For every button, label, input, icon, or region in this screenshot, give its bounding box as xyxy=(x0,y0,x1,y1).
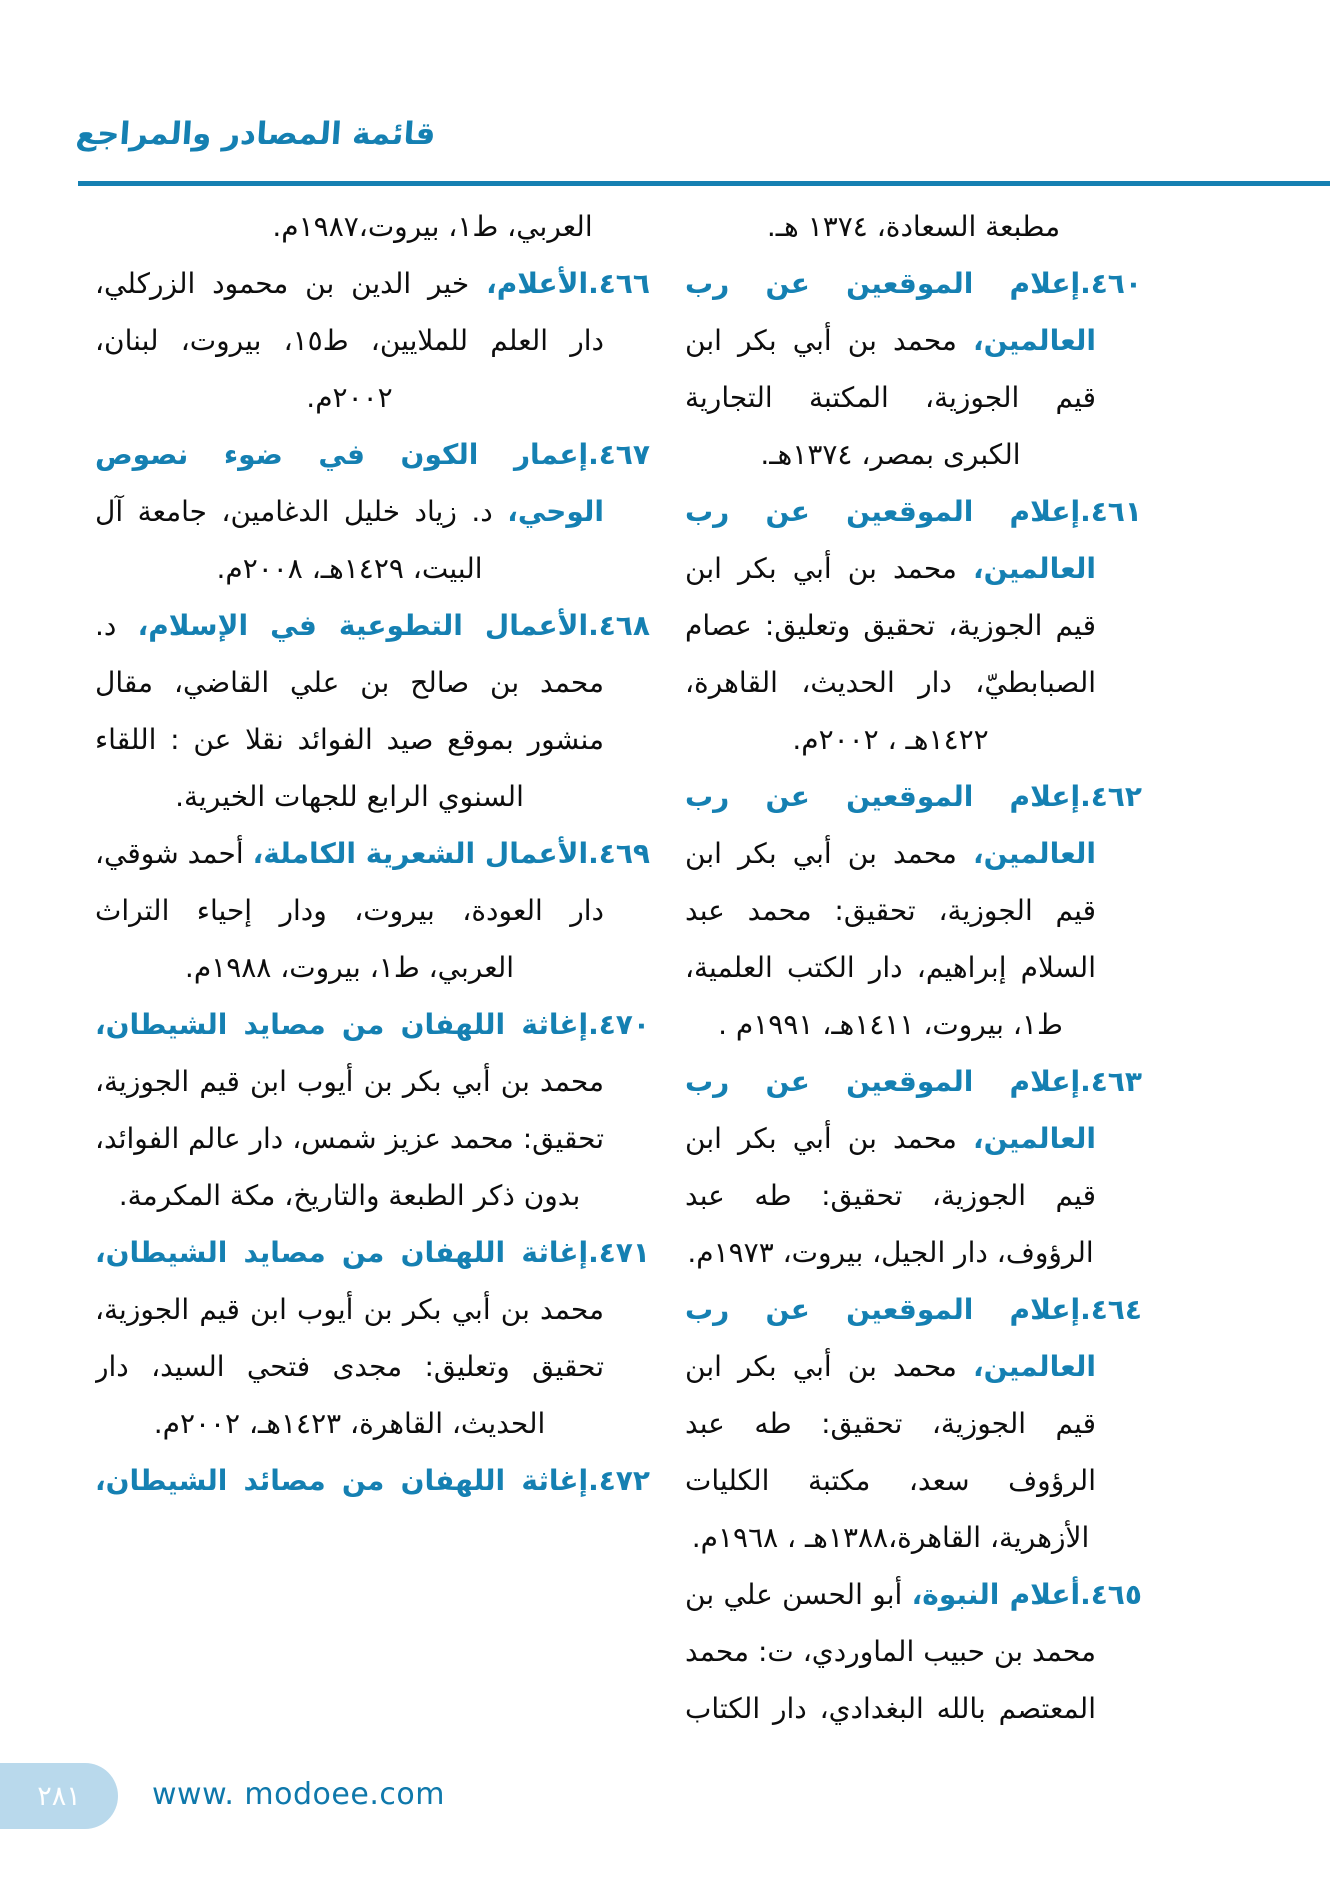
entry-body: أبو الحسن علي بن محمد بن حبيب الماوردي، ت: محمد المعتصم بالله البغدادي، دار الكتاب xyxy=(685,1578,1096,1725)
entry-number: ٤٦٥. xyxy=(1080,1578,1142,1611)
entry-title: إغاثة اللهفان من مصائد الشيطان، xyxy=(95,1464,589,1497)
entry-number: ٤٦٦. xyxy=(588,267,650,300)
entry-body: محمد بن أبي بكر ابن قيم الجوزية، تحقيق: طه عبد الرؤوف، دار الجيل، بيروت، ١٩٧٣م. xyxy=(685,1122,1096,1269)
entry-number: ٤٧٠. xyxy=(588,1008,650,1041)
entry-body: أحمد شوقي، دار العودة، بيروت، ودار إحياء التراث العربي، ط١، بيروت، ١٩٨٨م. xyxy=(95,837,604,984)
bib-entry-465 xyxy=(685,1566,1142,1737)
entry-body: محمد بن أبي بكر ابن قيم الجوزية، المكتبة التجارية الكبرى بمصر، ١٣٧٤هـ. xyxy=(685,324,1096,471)
entry-body: د. زياد خليل الدغامين، جامعة آل البيت، ١٤٢٩هـ، ٢٠٠٨م. xyxy=(95,495,493,585)
entry-title: الأعمال الشعرية الكاملة، xyxy=(252,837,589,870)
page-number-badge xyxy=(0,1763,118,1829)
entry-title: إغاثة اللهفان من مصايد الشيطان، xyxy=(95,1008,589,1041)
bib-entry-471 xyxy=(95,1224,650,1452)
right-column xyxy=(685,198,1142,1768)
entry-title: إعلام الموقعين عن رب العالمين، xyxy=(685,267,1096,357)
entry-body: محمد بن أبي بكر ابن قيم الجوزية، تحقيق وتعليق: عصام الصبابطيّ، دار الحديث، القاهرة، ١٤٢٢هـ ، ٢٠٠٢م. xyxy=(685,552,1096,756)
entry-number: ٤٦٩. xyxy=(588,837,650,870)
bib-entry-469 xyxy=(95,825,650,996)
bib-entry-463 xyxy=(685,1053,1142,1281)
entry-body: محمد بن أبي بكر ابن قيم الجوزية، تحقيق: محمد عبد السلام إبراهيم، دار الكتب العلمية، ط١، بيروت، ١٤١١هـ، ١٩٩١م . xyxy=(685,837,1096,1041)
header-rule-divider xyxy=(78,181,1330,186)
entry-number: ٤٦١. xyxy=(1080,495,1142,528)
page-number: ٢٨١ xyxy=(37,1780,81,1812)
entry-body: محمد بن أبي بكر بن أيوب ابن قيم الجوزية، تحقيق وتعليق: مجدى فتحي السيد، دار الحديث، القاهرة، ١٤٢٣هـ، ٢٠٠٢م. xyxy=(95,1293,604,1440)
entry-title: إعلام الموقعين عن رب العالمين، xyxy=(685,780,1096,870)
entry-body: محمد بن أبي بكر بن أيوب ابن قيم الجوزية، تحقيق: محمد عزيز شمس، دار عالم الفوائد، بدون ذكر الطبعة والتاريخ، مكة المكرمة. xyxy=(95,1065,604,1212)
bib-entry-462 xyxy=(685,768,1142,1053)
entry-number: ٤٦٣. xyxy=(1080,1065,1142,1098)
bib-entry-466 xyxy=(95,255,650,426)
entry-title: أعلام النبوة، xyxy=(911,1578,1081,1611)
left-column xyxy=(95,198,650,1768)
entry-title: إعلام الموقعين عن رب العالمين، xyxy=(685,1065,1096,1155)
bib-entry-460 xyxy=(685,255,1142,483)
bib-entry-468 xyxy=(95,597,650,825)
bib-entry-472 xyxy=(95,1452,650,1509)
entry-body: د. محمد بن صالح بن علي القاضي، مقال منشور بموقع صيد الفوائد نقلا عن : اللقاء السنوي الرابع للجهات الخيرية. xyxy=(95,609,604,813)
entry-title: إغاثة اللهفان من مصايد الشيطان، xyxy=(95,1236,589,1269)
entry-body: محمد بن أبي بكر ابن قيم الجوزية، تحقيق: طه عبد الرؤوف سعد، مكتبة الكليات الأزهرية، القاهرة،١٣٨٨هـ ، ١٩٦٨م. xyxy=(685,1350,1096,1554)
entry-body: خير الدين بن محمود الزركلي، دار العلم للملايين، ط١٥، بيروت، لبنان، ٢٠٠٢م. xyxy=(95,267,604,414)
entry-title: الأعمال التطوعية في الإسلام، xyxy=(137,609,589,642)
entry-number: ٤٧١. xyxy=(588,1236,650,1269)
entry-continuation-line: العربي، ط١، بيروت،١٩٨٧م. xyxy=(272,210,593,243)
entry-continuation-line: مطبعة السعادة، ١٣٧٤ هـ. xyxy=(766,210,1061,243)
bib-entry-464 xyxy=(685,1281,1142,1566)
page-header-title: قائمة المصادر والمراجع xyxy=(74,116,437,152)
entry-title: الأعلام، xyxy=(486,267,589,300)
entry-number: ٤٦٢. xyxy=(1080,780,1142,813)
bib-entry-467 xyxy=(95,426,650,597)
entry-number: ٤٦٨. xyxy=(588,609,650,642)
entry-number: ٤٧٢. xyxy=(588,1464,650,1497)
entry-title: إعمار الكون في ضوء نصوص الوحي، xyxy=(95,438,604,528)
entry-number: ٤٦٧. xyxy=(588,438,650,471)
website-watermark: www. modoee.com xyxy=(152,1777,445,1812)
entry-title: إعلام الموقعين عن رب العالمين، xyxy=(685,495,1096,585)
entry-title: إعلام الموقعين عن رب العالمين، xyxy=(685,1293,1096,1383)
bib-entry-461 xyxy=(685,483,1142,768)
entry-number: ٤٦٠. xyxy=(1080,267,1142,300)
bib-entry-470 xyxy=(95,996,650,1224)
entry-number: ٤٦٤. xyxy=(1080,1293,1142,1326)
